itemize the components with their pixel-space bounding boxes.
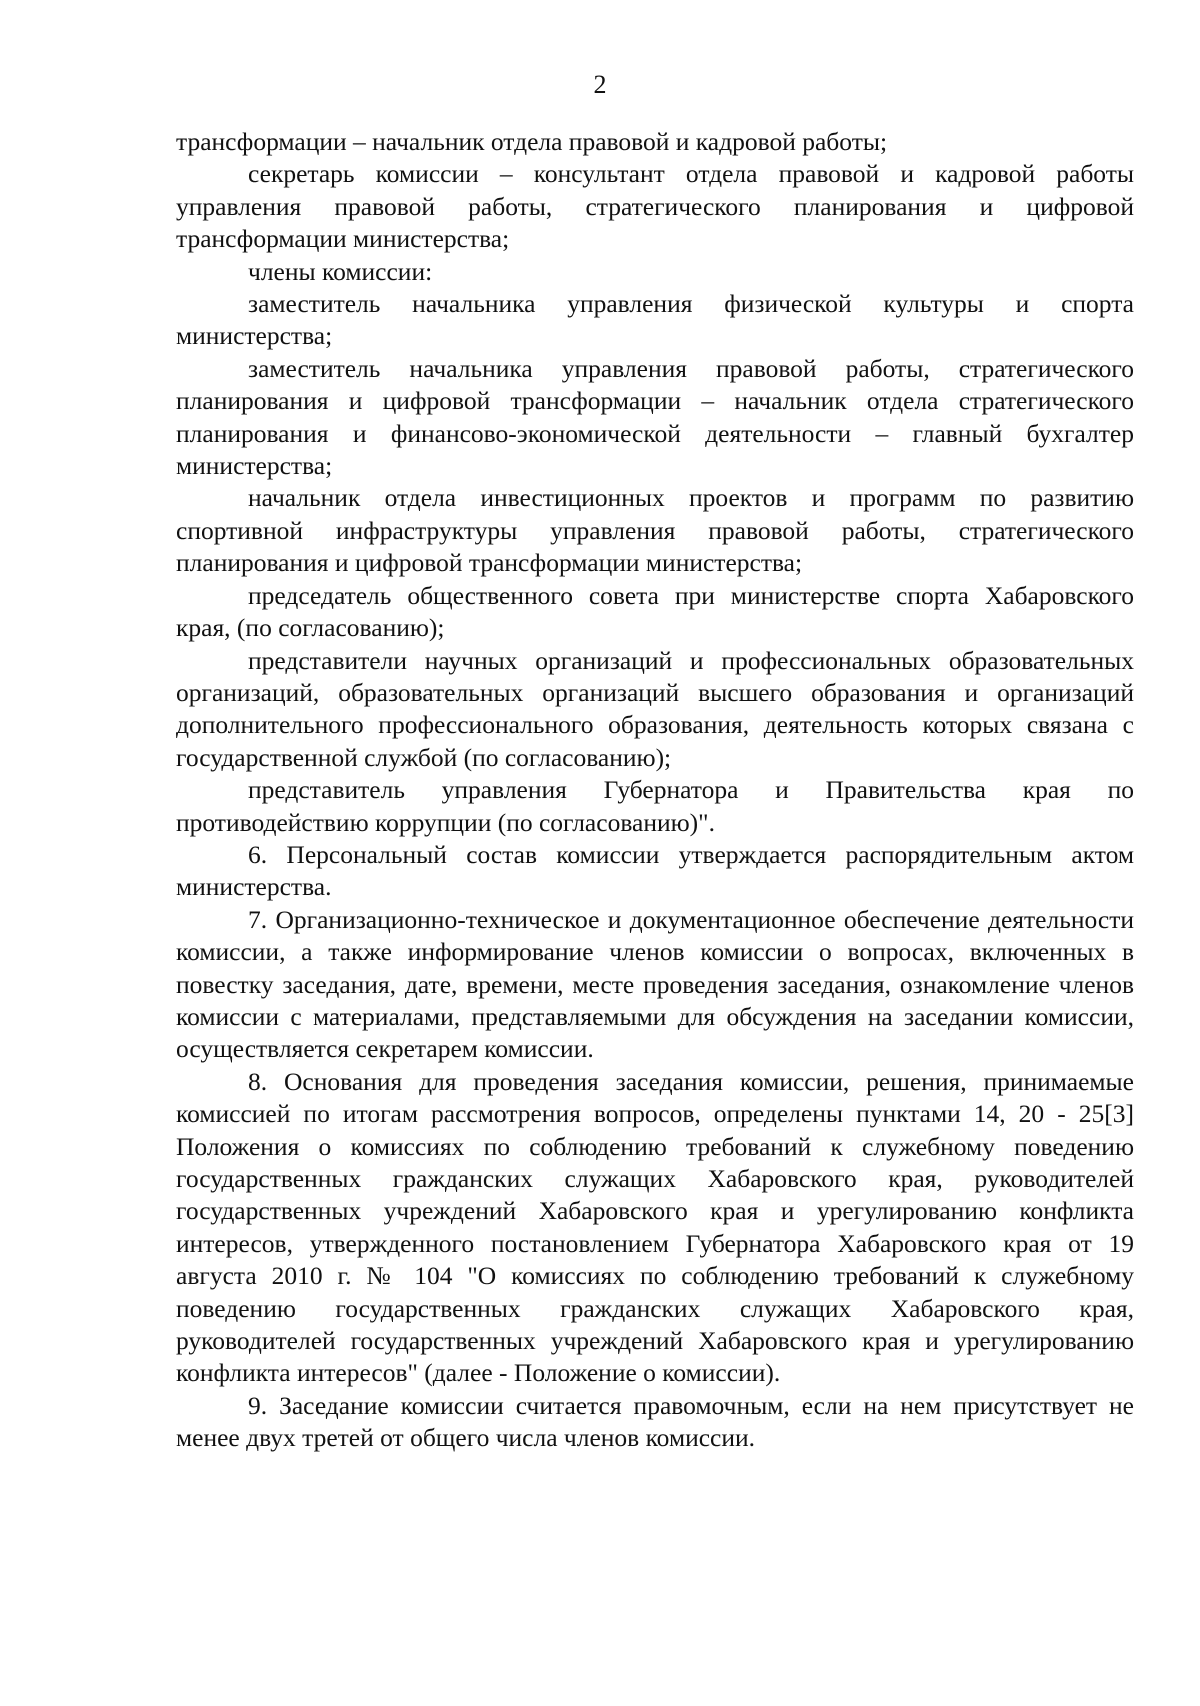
- paragraph-member: представители научных организаций и профессиональных образовательных организаций, образовательных организаций высшего образования и организаций дополнительного профессионального образования, деятельность которых связана с государственной службой (по согласованию);: [176, 645, 1134, 772]
- paragraph-member: представитель управления Губернатора и Правительства края по противодействию коррупции (по согласованию)".: [176, 775, 1134, 837]
- paragraph-member: заместитель начальника управления физической культуры и спорта министерства;: [176, 289, 1134, 351]
- paragraph-member: начальник отдела инвестиционных проектов и программ по развитию спортивной инфраструктуры управления правовой работы, стратегического планирования и цифровой трансформации министерства;: [176, 483, 1134, 578]
- paragraph-item-8: 8. Основания для проведения заседания комиссии, решения, принимаемые комиссией по итогам рассмотрения вопросов, определены пунктами 14, 20 - 25[3] Положения о комиссиях по соблюдению требований к служебному поведению государственных гражданских служащих Хабаровского края, руководителей государственных учреждений Хабаровского края и урегулированию конфликта интересов, утвержденного постановлением Губернатора Хабаровского края от 19 августа 2010 г. № 104 "О комиссиях по соблюдению требований к служебному поведению государственных гражданских служащих Хабаровского края, руководителей государственных учреждений Хабаровского края и урегулированию конфликта интересов" (далее - Положение о комиссии).: [176, 1066, 1134, 1388]
- page-number: 2: [593, 70, 607, 99]
- paragraph-item-9: 9. Заседание комиссии считается правомочным, если на нем присутствует не менее двух третей от общего числа членов комиссии.: [176, 1390, 1134, 1453]
- paragraph-member: заместитель начальника управления правовой работы, стратегического планирования и цифровой трансформации – начальник отдела стратегического планирования и финансово-экономической деятельности – главный бухгалтер министерства;: [176, 353, 1134, 481]
- paragraph-continuation: трансформации – начальник отдела правовой и кадровой работы;: [176, 127, 888, 156]
- paragraph-secretary: секретарь комиссии – консультант отдела правовой и кадровой работы управления правовой работы, стратегического планирования и цифровой трансформации министерства;: [176, 159, 1134, 254]
- paragraph-member: председатель общественного совета при министерстве спорта Хабаровского края, (по согласованию);: [176, 580, 1134, 643]
- paragraph-members-heading: члены комиссии:: [248, 256, 433, 286]
- document-body: [176, 126, 1134, 1455]
- paragraph-item-6: 6. Персональный состав комиссии утверждается распорядительным актом министерства.: [176, 839, 1134, 902]
- paragraph-item-7: 7. Организационно-техническое и документационное обеспечение деятельности комиссии, а также информирование членов комиссии о вопросах, включенных в повестку заседания, дате, времени, месте проведения заседания, ознакомление членов комиссии с материалами, представляемыми для обсуждения на заседании комиссии, осуществляется секретарем комиссии.: [176, 904, 1134, 1064]
